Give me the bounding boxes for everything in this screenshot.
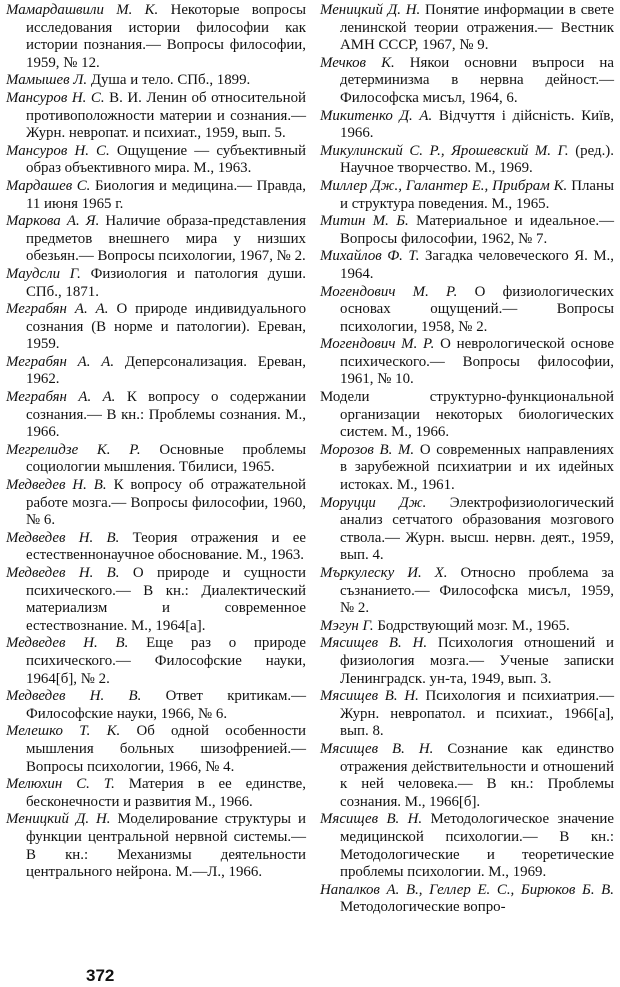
entry-author: Мясищев В. Н. [320, 811, 423, 828]
entry-text: Планы и структура поведения. М., 1965. [340, 177, 614, 212]
entry-author: Мегрелидзе К. Р. [6, 441, 141, 458]
entry-author: Микулинский С. Р., Ярошевский М. Г. [320, 142, 569, 159]
bibliography-entry [6, 143, 306, 178]
entry-author: Миллер Дж., Галантер Е., Прибрам К. [320, 177, 568, 194]
bibliography-entry [320, 688, 614, 741]
entry-text: Электрофизиологический анализ сетчатого образования мозгового ствола.— Журн. высш. нервн. деят., 1959, вып. 4. [340, 494, 614, 564]
entry-author: Меницкий Д. Н. [6, 811, 111, 828]
entry-author: Михайлов Ф. Т. [320, 248, 420, 265]
bibliography-entry [320, 741, 614, 811]
entry-text: О природе и сущности психического.— В кн.: Диалектический материализм и современное естествознание. М., 1964[а]. [26, 565, 306, 634]
bibliography-entry [6, 266, 306, 301]
entry-text: Ощущение — субъективный образ объективного мира. М., 1963. [26, 142, 306, 177]
entry-author: Мамардашвили М. К. [6, 2, 159, 18]
entry-text: О физиологических основах ощущений.— Вопросы психологии, 1958, № 2. [340, 283, 614, 335]
entry-author: Медведев Н. В. [6, 635, 129, 652]
entry-author: Медведев Н. В. [6, 565, 120, 581]
left-column [6, 2, 306, 882]
bibliography-entry [6, 811, 306, 881]
bibliography-entry [6, 178, 306, 213]
bibliography-entry [6, 213, 306, 266]
entry-text: О природе индивидуального сознания (В норме и патологии). Ереван, 1959. [26, 301, 307, 353]
bibliography-entry [320, 389, 614, 442]
entry-author: Мамышев Л. [6, 72, 88, 89]
entry-text: Модели структурно-функциональной организации некоторых биологических систем. М., 1966. [320, 389, 614, 441]
entry-author: Мясищев В. Н. [320, 688, 419, 705]
bibliography-entry [320, 248, 614, 283]
entry-author: Мелешко Т. К. [6, 723, 121, 740]
bibliography-entry [320, 565, 614, 618]
bibliography-entry [6, 530, 306, 565]
entry-text: Наличие образа-представления предметов внешнего мира у низших обезьян.— Вопросы психологии, 1967, № 2. [26, 213, 306, 265]
bibliography-entry [320, 811, 614, 881]
entry-text: Теория отражения и ее естественнонаучное обоснование. М., 1963. [26, 529, 306, 564]
entry-text: Моделирование структуры и функции центральной нервной системы.— В кн.: Механизмы деятельности центрального нейрона. М.—Л., 1966. [26, 811, 306, 881]
entry-text: Някои основни въпроси на детерминизма в нервна дейност.— Философска мисъл, 1964, 6. [340, 54, 614, 106]
entry-text: Материя в ее единстве, бесконечности и развития М., 1966. [26, 776, 306, 810]
bibliography-entry [6, 354, 306, 389]
entry-text: К вопросу об отражательной работе мозга.— Вопросы философии, 1960, № 6. [26, 477, 306, 529]
bibliography-entry [320, 882, 614, 917]
bibliography-entry [6, 389, 306, 442]
bibliography-entry [6, 2, 306, 72]
bibliography-entry [320, 635, 614, 688]
entry-text: О современных направлениях в зарубежной психиатрии и их идейных истоках. М., 1961. [340, 441, 614, 494]
entry-author: Меграбян А. А. [6, 301, 109, 318]
entry-text: Бодрствующий мозг. М., 1965. [377, 617, 570, 634]
entry-text: Понятие информации в свете ленинской теории отражения.— Вестник АМН СССР, 1967, № 9. [340, 2, 614, 54]
entry-author: Мардашев С. [6, 177, 91, 194]
entry-author: Моруцци Дж. [320, 494, 427, 511]
bibliography-entry [320, 284, 614, 337]
entry-author: Могендович М. Р. [320, 336, 435, 353]
bibliography-entry [320, 336, 614, 389]
bibliography-entry [6, 90, 306, 143]
entry-author: Меграбян А. А. [6, 353, 115, 370]
entry-author: Мансуров Н. С. [6, 142, 110, 159]
entry-author: Медведев Н. В. [6, 688, 142, 705]
entry-author: Мясищев В. Н. [320, 635, 428, 652]
bibliography-entry [320, 108, 614, 143]
entry-author: Морозов В. М. [320, 441, 415, 458]
entry-author: Маудсли Г. [6, 265, 81, 282]
entry-author: Мясищев В. Н. [320, 740, 434, 757]
entry-text: (ред.). Научное творчество. М., 1969. [340, 142, 614, 177]
bibliography-entry [320, 178, 614, 213]
bibliography-entry [320, 442, 614, 495]
entry-author: Могендович М. Р. [320, 283, 458, 300]
entry-author: Напалков А. В., Геллер Е. С., Бирюков Б. В. [320, 881, 614, 898]
bibliography-entry [6, 688, 306, 723]
entry-text: Сознание как единство отражения действительности и отношений к ней человека.— В кн.: Проблемы сознания. М., 1966[б]. [340, 740, 614, 810]
bibliography-entry [320, 213, 614, 248]
entry-author: Мечков К. [320, 54, 395, 71]
entry-text: В. И. Ленин об относительной противоположности материи и сознания.— Журн. невропат. и психиат., 1959, вып. 5. [26, 89, 306, 142]
bibliography-entry [6, 723, 306, 776]
entry-author: Мансуров Н. С. [6, 89, 105, 106]
entry-text: Загадка человеческого Я. М., 1964. [340, 248, 615, 282]
entry-author: Медведев Н. В. [6, 529, 120, 546]
entry-author: Маркова А. Я. [6, 213, 100, 230]
bibliography-entry [6, 635, 306, 688]
entry-text: Відчуття і дійсність. Київ, 1966. [340, 107, 614, 142]
entry-text: Деперсонализация. Ереван, 1962. [26, 353, 306, 388]
right-column [320, 2, 614, 917]
entry-text: Психология отношений и физиология мозга.— Ученые записки Ленинградск. ун-та, 1949, вып. 3. [340, 635, 614, 687]
bibliography-entry [320, 495, 614, 565]
entry-text: Ответ критикам.— Философские науки, 1966, № 6. [26, 688, 306, 722]
entry-text: Материальное и идеальное.— Вопросы философии, 1962, № 7. [340, 213, 614, 247]
page-number: 372 [86, 966, 115, 985]
entry-text: Относно проблема за съзнанието.— Философска мисъл, 1959, № 2. [340, 565, 615, 617]
bibliography-entry [6, 776, 306, 811]
entry-author: Меницкий Д. Н. [320, 2, 421, 18]
entry-text: Основные проблемы социологии мышления. Тбилиси, 1965. [26, 441, 306, 476]
entry-text: Физиология и патология души. СПб., 1871. [26, 265, 306, 300]
entry-author: Мъркулеску И. Х. [320, 565, 448, 581]
entry-text: Некоторые вопросы исследования истории философии как истории познания.— Вопросы философии, 1959, № 12. [26, 2, 306, 71]
bibliography-entry [320, 2, 614, 55]
bibliography-entry [6, 72, 306, 90]
entry-text: Душа и тело. СПб., 1899. [90, 72, 251, 89]
entry-text: К вопросу о содержании сознания.— В кн.: Проблемы сознания. М., 1966. [26, 389, 306, 441]
entry-author: Мэгун Г. [320, 617, 374, 634]
entry-author: Мелюхин С. Т. [6, 776, 115, 793]
entry-text: Еще раз о природе психического.— Философские науки, 1964[б], № 2. [26, 635, 306, 687]
entry-text: Биология и медицина.— Правда, 11 июня 1965 г. [26, 177, 306, 212]
bibliography-entry [320, 55, 614, 108]
bibliography-entry [320, 618, 614, 636]
bibliography-entry [6, 301, 306, 354]
bibliography-entry [6, 442, 306, 477]
entry-text: Об одной особенности мышления больных шизофренией.— Вопросы психологии, 1966, № 4. [26, 723, 306, 775]
entry-author: Митин М. Б. [320, 213, 409, 230]
entry-text: Методологические вопро- [340, 899, 506, 916]
entry-text: Психология и психиатрия.— Журн. невропатол. и психиат., 1966[а], вып. 8. [340, 688, 614, 740]
entry-author: Меграбян А. А. [6, 389, 116, 406]
entry-author: Медведев Н. В. [6, 477, 107, 494]
entry-author: Микитенко Д. А. [320, 107, 433, 124]
bibliography-entry [320, 143, 614, 178]
bibliography-entry [6, 477, 306, 530]
entry-text: О неврологической основе психического.— Вопросы философии, 1961, № 10. [340, 336, 614, 388]
entry-text: Методологическое значение медицинской психологии.— В кн.: Методологические и теоретические проблемы психологии. М., 1969. [340, 811, 614, 881]
bibliography-entry [6, 565, 306, 635]
